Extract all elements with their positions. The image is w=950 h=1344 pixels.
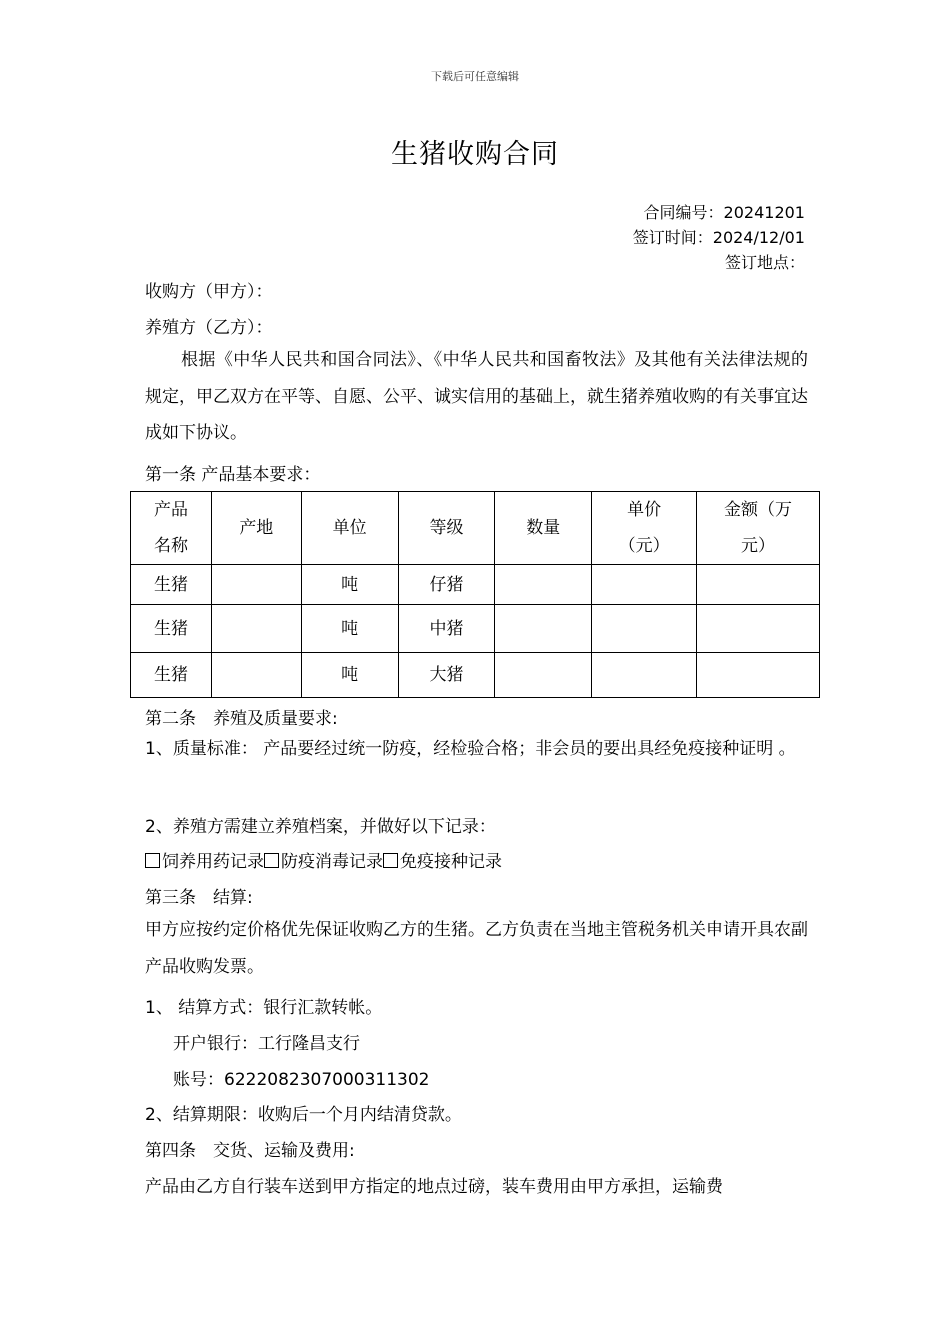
header-unit: 单位 <box>301 492 398 565</box>
product-table <box>130 491 820 698</box>
records-checklist <box>145 847 502 872</box>
article-1-heading: 第一条 产品基本要求： <box>145 465 321 485</box>
checkbox-icon <box>145 853 160 868</box>
cell-quantity <box>495 653 592 698</box>
table-header-row <box>131 492 820 565</box>
header-grade: 等级 <box>398 492 495 565</box>
cell-origin <box>211 605 301 653</box>
cell-amount <box>697 565 820 605</box>
contract-meta <box>633 200 805 275</box>
article-2-heading: 第二条 养殖及质量要求: <box>145 709 338 729</box>
cell-unit-price <box>592 605 697 653</box>
table-row <box>131 565 820 605</box>
record-immunization: 免疫接种记录 <box>400 852 502 872</box>
settlement-period: 2、结算期限：收购后一个月内结清贷款。 <box>145 1105 462 1125</box>
checkbox-icon <box>264 853 279 868</box>
header-amount: 金额（万元） <box>697 492 820 565</box>
cell-origin <box>211 565 301 605</box>
article-3-heading: 第三条 结算: <box>145 888 253 908</box>
cell-unit: 吨 <box>301 605 398 653</box>
cell-amount <box>697 605 820 653</box>
cell-unit-price <box>592 653 697 698</box>
cell-origin <box>211 653 301 698</box>
cell-unit: 吨 <box>301 565 398 605</box>
intro-paragraph: 根据《中华人民共和国合同法》、《中华人民共和国畜牧法》及其他有关法律法规的规定，甲乙双方在平等、自愿、公平、诚实信用的基础上，就生猪养殖收购的有关事宜达成如下协议。 <box>145 350 808 443</box>
cell-amount <box>697 653 820 698</box>
header-product-name: 产品名称 <box>131 492 212 565</box>
checkbox-icon <box>383 853 398 868</box>
contract-number: 合同编号：20241201 <box>643 203 805 222</box>
delivery-paragraph: 产品由乙方自行装车送到甲方指定的地点过磅，装车费用由甲方承担，运输费 <box>145 1177 723 1197</box>
document-title: 生猪收购合同 <box>391 139 559 170</box>
records-intro: 2、养殖方需建立养殖档案，并做好以下记录： <box>145 817 496 837</box>
settlement-method: 1、 结算方式：银行汇款转帐。 <box>145 998 383 1018</box>
cell-quantity <box>495 605 592 653</box>
header-quantity: 数量 <box>495 492 592 565</box>
cell-unit-price <box>592 565 697 605</box>
sign-place: 签订地点： <box>724 253 805 272</box>
header-origin: 产地 <box>211 492 301 565</box>
cell-grade: 仔猪 <box>398 565 495 605</box>
settlement-paragraph: 甲方应按约定价格优先保证收购乙方的生猪。乙方负责在当地主管税务机关申请开具农副产品收购发票。 <box>145 920 808 977</box>
buyer-party: 收购方（甲方）： <box>145 282 273 302</box>
record-disinfection: 防疫消毒记录 <box>281 852 383 872</box>
header-unit-price: 单价（元） <box>592 492 697 565</box>
bank-name: 开户银行：工行隆昌支行 <box>173 1034 360 1054</box>
cell-unit: 吨 <box>301 653 398 698</box>
article-4-heading: 第四条 交货、运输及费用: <box>145 1141 355 1161</box>
sign-date: 签订时间：2024/12/01 <box>632 228 805 247</box>
quality-standard: 1、质量标准： 产品要经过统一防疫，经检验合格；非会员的要出具经免疫接种证明 。 <box>145 739 796 759</box>
table-row <box>131 605 820 653</box>
cell-product: 生猪 <box>131 565 212 605</box>
cell-product: 生猪 <box>131 653 212 698</box>
cell-grade: 中猪 <box>398 605 495 653</box>
table-row <box>131 653 820 698</box>
header-note: 下载后可任意编辑 <box>431 70 519 83</box>
breeder-party: 养殖方（乙方）： <box>145 318 273 338</box>
cell-grade: 大猪 <box>398 653 495 698</box>
record-feed-medication: 饲养用药记录 <box>162 852 264 872</box>
cell-product: 生猪 <box>131 605 212 653</box>
cell-quantity <box>495 565 592 605</box>
account-number: 账号：6222082307000311302 <box>173 1070 430 1090</box>
